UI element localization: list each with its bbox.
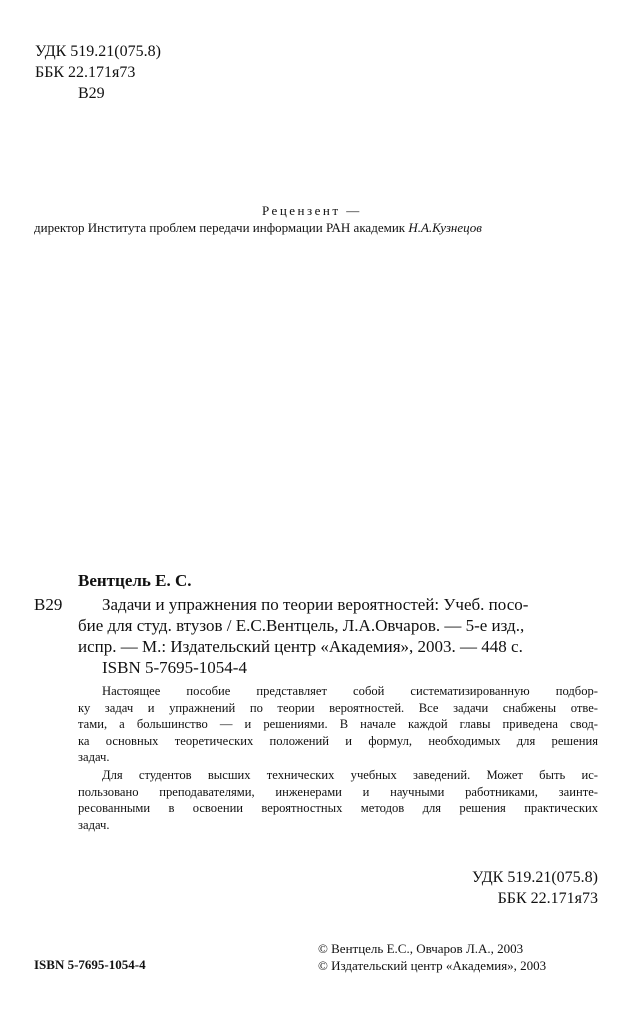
abstract-line: задач.: [78, 750, 110, 764]
abstract-paragraph-1: [78, 683, 598, 766]
footer-bbk: ББК 22.171я73: [497, 890, 598, 907]
abstract-line: тами, а большинство — и решениями. В начале каждой главы приведена свод-: [78, 717, 598, 731]
reviewer-name: Н.А.Кузнецов: [408, 220, 482, 235]
card-line-1: Задачи и упражнения по теории вероятностей: Учеб. посо-: [102, 595, 529, 614]
reviewer-description: директор Института проблем передачи информации РАН академик: [34, 220, 409, 235]
abstract-line: ресованными в освоении вероятностных методов для решения практических: [78, 801, 598, 815]
abstract-line: задач.: [78, 817, 110, 832]
abstract-line: Для студентов высших технических учебных заведений. Может быть ис-: [102, 768, 598, 782]
abstract-line: Настоящее пособие представляет собой систематизированную подбор-: [102, 684, 598, 698]
bbk-code: ББК 22.171я73: [35, 64, 136, 81]
udk-code: УДК 519.21(075.8): [35, 43, 161, 60]
author-mark: В29: [78, 85, 105, 102]
copyright-authors: © Вентцель Е.С., Овчаров Л.А., 2003: [318, 941, 524, 956]
abstract-line: ка основных теоретических положений и формул, необходимых для решения: [78, 733, 598, 748]
abstract-line: ку задач и упражнений по теории вероятностей. Все задачи снабжены отве-: [78, 700, 598, 715]
card-line-2: бие для студ. втузов / Е.С.Вентцель, Л.А.Овчаров. — 5-е изд.,: [78, 616, 525, 635]
card-code: В29: [34, 595, 63, 614]
footer-isbn: ISBN 5-7695-1054-4: [34, 957, 146, 972]
reviewer-heading: Рецензент —: [262, 203, 362, 218]
card-isbn: ISBN 5-7695-1054-4: [102, 658, 247, 677]
card-line-3: испр. — М.: Издательский центр «Академия», 2003. — 448 с.: [78, 637, 523, 656]
card-author: Вентцель Е. С.: [78, 571, 192, 590]
copyright-publisher: © Издательский центр «Академия», 2003: [318, 958, 547, 973]
abstract-line: пользовано преподавателями, инженерами и научными работниками, заинте-: [78, 784, 598, 799]
reviewer-line: [34, 220, 482, 236]
footer-udk: УДК 519.21(075.8): [472, 869, 598, 886]
abstract-paragraph-2: [78, 767, 598, 833]
